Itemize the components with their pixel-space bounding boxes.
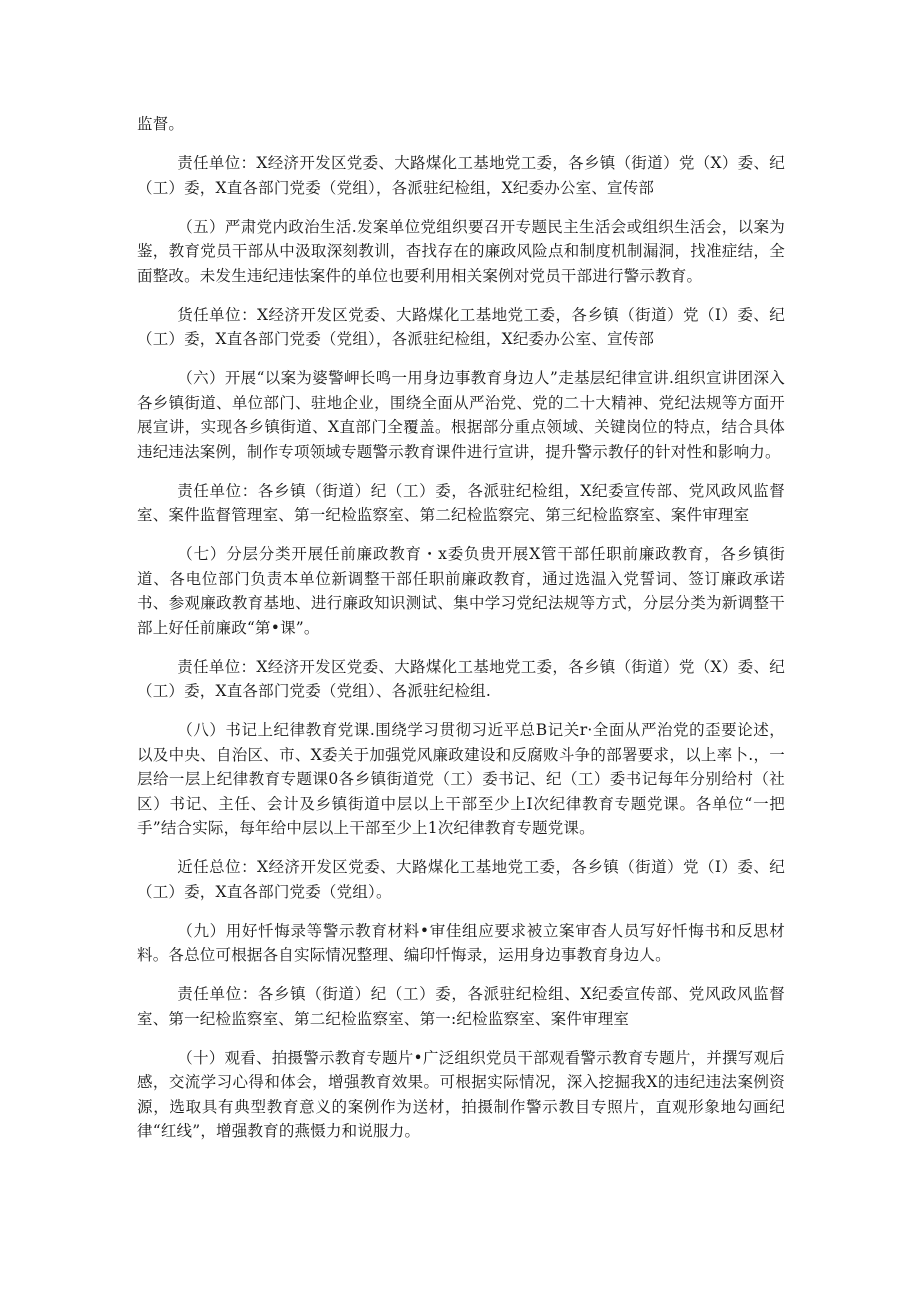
paragraph-item-7: （七）分层分类开展任前廉政教育・x委负贵开展X管干部任职前廉政教育，各乡镇街道、各电位部门负责本单位新调整干部任职前廉政教育，通过选温入党誓词、签订廉政承诺书、参观廉政教育基地、进行廉政知识测试、集中学习党纪法规等方式，分层分类为新调整干部上好任前廉政“第•课”。 — [137, 545, 785, 637]
paragraph-item-9: （九）用好忏悔录等警示教育材料•审佳组应要求被立案审杳人员写好忏悔书和反思材料。各总位可根据各自实际情况整理、编印忏悔录，运用身边事教育身边人。 — [137, 921, 785, 964]
paragraph-item-6: （六）开展“以案为婆警岬长鸣一用身边事教育身边人”走基层纪律宣讲.组织宣讲团深入各乡镇街道、单位部门、驻地企业，围绕全面从严治党、党的二十大精神、党纪法规等方面开展宣讲，实现各乡镇街道、X直部门全覆盖。根据部分重点领域、关键岗位的特点，结合具体违纪违法案例，制作专项领域专题警示教育课件进行宣讲，提升警示教仔的针对性和影响力。 — [137, 369, 785, 461]
paragraph-continuation: 监督。 — [137, 115, 185, 133]
document-page — [137, 112, 785, 1156]
paragraph-item-10: （十）观看、拍摄警示教育专题片•广泛组织党员干部观看警示教育专题片，并撰写观后感，交流学习心得和体会，增强教育效果。可根据实际情况，深入挖掘我X的违纪违法案例资源，选取具有典型教育意义的案例作为送材，拍摄制作警示教目专照片，直观形象地勾画纪律“红线”，增强教育的燕慑力和说服力。 — [137, 1048, 785, 1140]
paragraph-responsible-units-7: 责任单位：X经济开发区党委、大路煤化工基地党工委，各乡镇（街道）党（X）委、纪（工）委，X直各部门党委（党组）、各派驻纪检组. — [137, 657, 785, 700]
paragraph-responsible-units-8: 近任总位：X经济开发区党委、大路煤化工基地党工委，各乡镇（街道）党（I）委、纪（工）委，X直各部门党委（党组）。 — [137, 858, 785, 901]
paragraph-responsible-units-4: 责任单位：X经济开发区党委、大路煤化工基地党工委，各乡镇（街道）党（X）委、纪（工）委，X直各部门党委（党组），各派驻纪检组，X纪委办公室、宣传部 — [137, 154, 785, 197]
paragraph-item-5: （五）严肃党内政治生活.发案单位党组织要召开专题民主生活会或组织生活会，以案为鉴，教育党员干部从中汲取深刻教训，杳找存在的廉政风险点和制度机制漏洞，找准症结，全面整改。未发生违纪违怯案件的单位也要利用相关案例对党员干部进行警示教育。 — [137, 217, 785, 285]
paragraph-responsible-units-9: 责任单位：各乡镇（街道）纪（工）委，各派驻纪检组、X纪委宣传部、党风政风监督室、第一纪检监察室、第二纪检监察室、第一:纪检监察室、案件审理室 — [137, 985, 785, 1028]
paragraph-item-8: （八）书记上纪律教育党课.围绕学习贯彻习近平总B记关r·全面从严治党的歪要论述，以及中央、自治区、市、X委关于加强党风廉政建设和反腐败斗争的部署要求，以上率卜.，一层给一层上纪律教育专题课0各乡镇街道党（工）委书记、纪（工）委书记每年分别给村（社区）书记、主任、会计及乡镇街道中层以上干部至少上I次纪律教育专题党课。各单位“一把手”结合实际，每年给中层以上干部至少上1次纪律教育专题党课。 — [137, 721, 785, 837]
paragraph-responsible-units-5: 货任单位：X经济开发区党委、大路煤化工基地党工委，各乡镇（街道）党（I）委、纪（工）委，X直各部门党委（党组），各派驻纪检组，X纪委办公室、宣传部 — [137, 305, 785, 348]
paragraph-responsible-units-6: 责任单位：各乡镇（街道）纪（工）委，各派驻纪检组，X纪委宣传部、党风政风监督室、案件监督管理室、第一纪检监察室、第二纪检监察完、第三纪检监察室、案件审理室 — [137, 481, 785, 524]
